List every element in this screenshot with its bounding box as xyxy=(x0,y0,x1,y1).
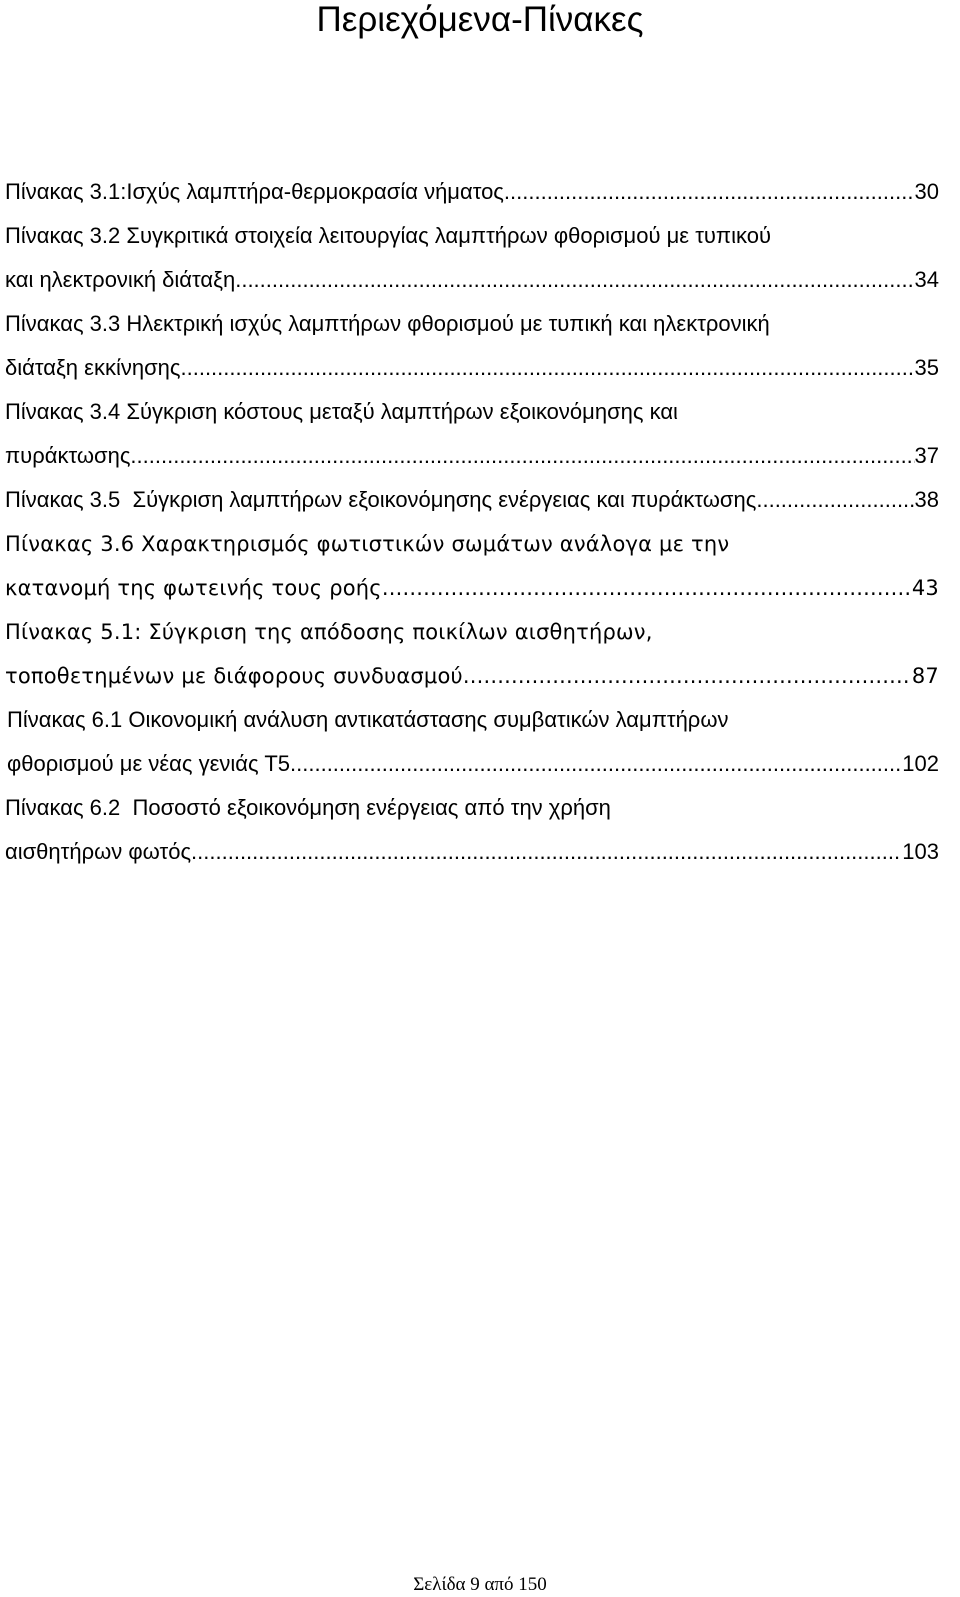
dot-leader xyxy=(181,346,915,390)
toc-entry-text: Πίνακας 3.4 Σύγκριση κόστους μεταξύ λαμπτήρων εξοικονόμησης και xyxy=(5,399,678,424)
dot-leader xyxy=(382,566,912,610)
toc-entry-5-1-line1[interactable] xyxy=(5,610,939,654)
dot-leader xyxy=(191,830,902,874)
toc-entry-text: φθορισμού με νέας γενιάς Τ5 xyxy=(7,751,291,776)
toc-page-number: 87 xyxy=(911,664,939,688)
toc-entry-text: Πίνακας 6.1 Οικονομική ανάλυση αντικατάστασης συμβατικών λαμπτήρων xyxy=(7,707,729,732)
toc-entry-text: τοποθετημένων με διάφορους συνδυασμού xyxy=(5,664,463,688)
toc-entry-3-2-line1[interactable] xyxy=(5,214,939,258)
toc-entry-6-1-line1[interactable] xyxy=(5,698,939,742)
toc-entry-text: Πίνακας 5.1: Σύγκριση της απόδοσης ποικίλων αισθητήρων, xyxy=(5,620,653,644)
dot-leader xyxy=(463,654,912,698)
toc-entry-text: Πίνακας 3.6 Χαρακτηρισμός φωτιστικών σωμάτων ανάλογα με την xyxy=(5,532,730,556)
toc-entry-text: αισθητήρων φωτός xyxy=(5,839,192,864)
toc-entry-text: Πίνακας 3.2 Συγκριτικά στοιχεία λειτουργίας λαμπτήρων φθορισμού με τυπικού xyxy=(5,223,771,248)
toc-entry-3-4-line1[interactable] xyxy=(5,390,939,434)
toc-entry-3-2-line2[interactable] xyxy=(5,258,939,302)
dot-leader xyxy=(235,258,914,302)
toc-entry-5-1-line2[interactable] xyxy=(5,654,939,698)
toc-entry-6-1-line2[interactable] xyxy=(5,742,939,786)
toc-entry-text: Πίνακας 3.1:Ισχύς λαμπτήρα-θερμοκρασία νήματος xyxy=(5,179,504,204)
dot-leader xyxy=(290,742,902,786)
toc-entry-3-6-line2[interactable] xyxy=(5,566,939,610)
toc-page-number: 30 xyxy=(914,179,939,204)
dot-leader xyxy=(756,478,914,522)
page-footer: Σελίδα 9 από 150 xyxy=(413,1574,547,1595)
toc-entry-3-5[interactable] xyxy=(5,478,939,522)
toc-entry-text: και ηλεκτρονική διάταξη xyxy=(5,267,236,292)
toc-page-number: 37 xyxy=(914,443,939,468)
toc-page-number: 43 xyxy=(911,576,939,600)
toc-entry-3-3-line2[interactable] xyxy=(5,346,939,390)
table-of-contents xyxy=(5,170,939,874)
toc-entry-text: Πίνακας 3.5 Σύγκριση λαμπτήρων εξοικονόμησης ενέργειας και πυράκτωσης xyxy=(5,487,757,512)
toc-entry-3-3-line1[interactable] xyxy=(5,302,939,346)
toc-entry-6-2-line1[interactable] xyxy=(5,786,939,830)
toc-page-number: 35 xyxy=(914,355,939,380)
page-title: Περιεχόμενα-Πίνακες xyxy=(316,0,644,39)
toc-entry-text: κατανομή της φωτεινής τους ροής xyxy=(5,576,382,600)
toc-page-number: 34 xyxy=(914,267,939,292)
toc-page-number: 103 xyxy=(902,839,939,864)
toc-entry-3-1[interactable] xyxy=(5,170,939,214)
toc-entry-6-2-line2[interactable] xyxy=(5,830,939,874)
toc-entry-text: Πίνακας 3.3 Ηλεκτρική ισχύς λαμπτήρων φθορισμού με τυπική και ηλεκτρονική xyxy=(5,311,770,336)
toc-entry-3-6-line1[interactable] xyxy=(5,522,939,566)
toc-entry-text: πυράκτωσης xyxy=(5,443,131,468)
toc-entry-text: Πίνακας 6.2 Ποσοστό εξοικονόμηση ενέργειας από την χρήση xyxy=(5,795,611,820)
toc-page-number: 38 xyxy=(914,487,939,512)
toc-entry-text: διάταξη εκκίνησης xyxy=(5,355,181,380)
toc-entry-3-4-line2[interactable] xyxy=(5,434,939,478)
toc-page-number: 102 xyxy=(902,751,939,776)
dot-leader xyxy=(504,170,915,214)
dot-leader xyxy=(130,434,914,478)
